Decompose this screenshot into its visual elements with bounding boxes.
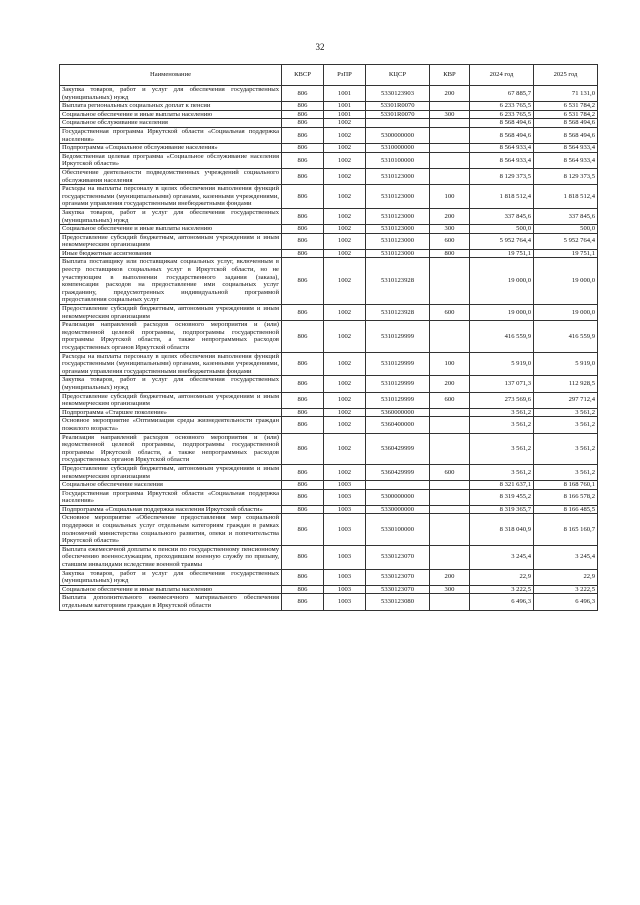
cell-kvsr: 806 bbox=[282, 585, 324, 594]
cell-name: Выплата дополнительного ежемесячного материального обеспечения отдельным категориям граждан в Иркутской области bbox=[60, 594, 282, 610]
table-row bbox=[60, 392, 598, 408]
cell-kcsr: 5330123080 bbox=[366, 594, 430, 610]
cell-rzpr: 1002 bbox=[324, 392, 366, 408]
cell-kvsr: 806 bbox=[282, 249, 324, 258]
cell-kvr: 600 bbox=[430, 464, 470, 480]
cell-2025: 5 919,0 bbox=[534, 352, 598, 376]
cell-kvsr: 806 bbox=[282, 110, 324, 119]
cell-kvsr: 806 bbox=[282, 258, 324, 305]
cell-2024: 8 564 933,4 bbox=[470, 152, 534, 168]
cell-2025: 3 561,2 bbox=[534, 433, 598, 464]
cell-kcsr: 5360000000 bbox=[366, 408, 430, 417]
cell-2025: 5 952 764,4 bbox=[534, 233, 598, 249]
cell-kvsr: 806 bbox=[282, 168, 324, 184]
cell-2025: 3 561,2 bbox=[534, 408, 598, 417]
cell-name: Подпрограмма «Старшее поколение» bbox=[60, 408, 282, 417]
cell-2025: 8 564 933,4 bbox=[534, 144, 598, 153]
cell-rzpr: 1002 bbox=[324, 376, 366, 392]
cell-rzpr: 1003 bbox=[324, 545, 366, 569]
cell-kcsr: 5310129999 bbox=[366, 321, 430, 352]
table-row bbox=[60, 505, 598, 514]
cell-kvr bbox=[430, 481, 470, 490]
cell-2025: 1 818 512,4 bbox=[534, 185, 598, 209]
cell-kvsr: 806 bbox=[282, 127, 324, 143]
cell-kvsr: 806 bbox=[282, 144, 324, 153]
cell-name: Закупка товаров, работ и услуг для обеспечения государственных (муниципальных) нужд bbox=[60, 86, 282, 102]
cell-kvr bbox=[430, 417, 470, 433]
cell-2025: 6 531 784,2 bbox=[534, 102, 598, 111]
cell-name: Социальное обеспечение и иные выплаты населению bbox=[60, 225, 282, 234]
cell-rzpr: 1003 bbox=[324, 514, 366, 545]
cell-2025: 8 564 933,4 bbox=[534, 152, 598, 168]
cell-rzpr: 1002 bbox=[324, 408, 366, 417]
cell-rzpr: 1002 bbox=[324, 233, 366, 249]
cell-kvsr: 806 bbox=[282, 417, 324, 433]
cell-rzpr: 1002 bbox=[324, 305, 366, 321]
cell-kvr bbox=[430, 321, 470, 352]
table-row bbox=[60, 152, 598, 168]
cell-rzpr: 1002 bbox=[324, 127, 366, 143]
cell-name: Закупка товаров, работ и услуг для обеспечения государственных (муниципальных) нужд bbox=[60, 208, 282, 224]
cell-2025: 8 129 373,5 bbox=[534, 168, 598, 184]
cell-name: Подпрограмма «Социальное обслуживание населения» bbox=[60, 144, 282, 153]
cell-kvr: 200 bbox=[430, 86, 470, 102]
cell-kvsr: 806 bbox=[282, 102, 324, 111]
cell-2024: 3 561,2 bbox=[470, 464, 534, 480]
cell-2025: 8 166 485,5 bbox=[534, 505, 598, 514]
cell-kcsr: 5330123070 bbox=[366, 569, 430, 585]
cell-kvr bbox=[430, 168, 470, 184]
cell-kcsr bbox=[366, 119, 430, 128]
table-row bbox=[60, 321, 598, 352]
cell-name: Расходы на выплаты персоналу в целях обеспечения выполнения функций государственными (муниципальными) органами, казенными учреждениями, органами управления государственными внебюджетными фондами bbox=[60, 185, 282, 209]
cell-2024: 5 952 764,4 bbox=[470, 233, 534, 249]
cell-rzpr: 1002 bbox=[324, 225, 366, 234]
cell-2024: 8 319 455,2 bbox=[470, 489, 534, 505]
cell-kvsr: 806 bbox=[282, 514, 324, 545]
cell-2024: 6 496,3 bbox=[470, 594, 534, 610]
table-row bbox=[60, 433, 598, 464]
cell-kcsr bbox=[366, 481, 430, 490]
table-row bbox=[60, 417, 598, 433]
cell-kvr: 100 bbox=[430, 352, 470, 376]
cell-2024: 19 000,0 bbox=[470, 305, 534, 321]
table-row bbox=[60, 119, 598, 128]
cell-kvr: 600 bbox=[430, 305, 470, 321]
cell-name: Предоставление субсидий бюджетным, автономным учреждениям и иным некоммерческим организациям bbox=[60, 464, 282, 480]
cell-name: Предоставление субсидий бюджетным, автономным учреждениям и иным некоммерческим организациям bbox=[60, 305, 282, 321]
cell-2024: 8 568 494,6 bbox=[470, 119, 534, 128]
cell-name: Закупка товаров, работ и услуг для обеспечения государственных (муниципальных) нужд bbox=[60, 569, 282, 585]
cell-name: Государственная программа Иркутской области «Социальная поддержка населения» bbox=[60, 489, 282, 505]
cell-rzpr: 1002 bbox=[324, 258, 366, 305]
cell-kcsr: 5310129999 bbox=[366, 376, 430, 392]
cell-kvr bbox=[430, 489, 470, 505]
cell-2024: 8 564 933,4 bbox=[470, 144, 534, 153]
cell-kvsr: 806 bbox=[282, 433, 324, 464]
table-row bbox=[60, 514, 598, 545]
cell-kvr: 200 bbox=[430, 208, 470, 224]
cell-kvr: 600 bbox=[430, 233, 470, 249]
cell-kcsr: 53301R0070 bbox=[366, 102, 430, 111]
table-row bbox=[60, 408, 598, 417]
cell-2025: 8 165 160,7 bbox=[534, 514, 598, 545]
cell-kvr bbox=[430, 258, 470, 305]
table-row bbox=[60, 168, 598, 184]
cell-kvsr: 806 bbox=[282, 392, 324, 408]
cell-2024: 3 222,5 bbox=[470, 585, 534, 594]
cell-kcsr: 5330000000 bbox=[366, 505, 430, 514]
cell-kvr bbox=[430, 514, 470, 545]
cell-name: Основное мероприятие «Обеспечение предоставления мер социальной поддержки и социальных услуг отдельным категориям граждан в рамках полномочий министерства социального развития, опеки и попечительства Иркутской области» bbox=[60, 514, 282, 545]
cell-2024: 19 000,0 bbox=[470, 258, 534, 305]
table-row bbox=[60, 258, 598, 305]
table-row bbox=[60, 225, 598, 234]
cell-2024: 8 321 637,1 bbox=[470, 481, 534, 490]
cell-kvsr: 806 bbox=[282, 233, 324, 249]
cell-2025: 19 000,0 bbox=[534, 305, 598, 321]
cell-2024: 67 885,7 bbox=[470, 86, 534, 102]
cell-rzpr: 1003 bbox=[324, 569, 366, 585]
header-kvr: КВР bbox=[430, 65, 470, 86]
cell-2025: 6 531 784,2 bbox=[534, 110, 598, 119]
cell-2024: 3 245,4 bbox=[470, 545, 534, 569]
header-2025: 2025 год bbox=[534, 65, 598, 86]
cell-kvsr: 806 bbox=[282, 505, 324, 514]
table-row bbox=[60, 594, 598, 610]
cell-kvsr: 806 bbox=[282, 185, 324, 209]
cell-2025: 6 496,3 bbox=[534, 594, 598, 610]
budget-table bbox=[59, 64, 598, 611]
cell-2025: 19 000,0 bbox=[534, 258, 598, 305]
cell-name: Реализация направлений расходов основного мероприятия и (или) ведомственной целевой программы, подпрограммы государственной программы Иркутской области, а также непрограммных расходов государственных органов Иркутской области bbox=[60, 433, 282, 464]
cell-2025: 500,0 bbox=[534, 225, 598, 234]
cell-name: Реализация направлений расходов основного мероприятия и (или) ведомственной целевой программы, подпрограммы государственной программы Иркутской области, а также непрограммных расходов государственных органов Иркутской области bbox=[60, 321, 282, 352]
cell-name: Закупка товаров, работ и услуг для обеспечения государственных (муниципальных) нужд bbox=[60, 376, 282, 392]
cell-2024: 6 233 765,5 bbox=[470, 110, 534, 119]
cell-kcsr: 5330123070 bbox=[366, 585, 430, 594]
cell-2024: 3 561,2 bbox=[470, 408, 534, 417]
cell-kcsr: 5310123928 bbox=[366, 305, 430, 321]
cell-kvr bbox=[430, 152, 470, 168]
cell-rzpr: 1002 bbox=[324, 185, 366, 209]
cell-name: Расходы на выплаты персоналу в целях обеспечения выполнения функций государственными (муниципальными) органами, казенными учреждениями, органами управления государственными внебюджетными фондами bbox=[60, 352, 282, 376]
cell-kvsr: 806 bbox=[282, 569, 324, 585]
cell-2025: 112 928,5 bbox=[534, 376, 598, 392]
cell-kvr: 300 bbox=[430, 110, 470, 119]
cell-2024: 8 318 040,9 bbox=[470, 514, 534, 545]
cell-name: Иные бюджетные ассигнования bbox=[60, 249, 282, 258]
cell-kvr bbox=[430, 144, 470, 153]
cell-rzpr: 1002 bbox=[324, 208, 366, 224]
cell-2024: 6 233 765,5 bbox=[470, 102, 534, 111]
cell-kcsr: 5300000000 bbox=[366, 127, 430, 143]
cell-name: Предоставление субсидий бюджетным, автономным учреждениям и иным некоммерческим организациям bbox=[60, 392, 282, 408]
cell-kcsr: 53301R0070 bbox=[366, 110, 430, 119]
cell-kvsr: 806 bbox=[282, 305, 324, 321]
cell-rzpr: 1003 bbox=[324, 489, 366, 505]
cell-kcsr: 5310123928 bbox=[366, 258, 430, 305]
cell-kvr: 200 bbox=[430, 376, 470, 392]
cell-kcsr: 5310000000 bbox=[366, 144, 430, 153]
cell-name: Социальное обеспечение населения bbox=[60, 481, 282, 490]
cell-kvr: 800 bbox=[430, 249, 470, 258]
cell-2025: 416 559,9 bbox=[534, 321, 598, 352]
header-name: Наименование bbox=[60, 65, 282, 86]
cell-2025: 297 712,4 bbox=[534, 392, 598, 408]
page-number: 32 bbox=[315, 42, 325, 52]
cell-rzpr: 1001 bbox=[324, 110, 366, 119]
cell-rzpr: 1002 bbox=[324, 433, 366, 464]
cell-2025: 8 166 578,2 bbox=[534, 489, 598, 505]
cell-rzpr: 1001 bbox=[324, 86, 366, 102]
cell-2024: 3 561,2 bbox=[470, 417, 534, 433]
header-kvsr: КВСР bbox=[282, 65, 324, 86]
cell-2024: 3 561,2 bbox=[470, 433, 534, 464]
cell-kcsr: 5310123000 bbox=[366, 185, 430, 209]
cell-rzpr: 1002 bbox=[324, 119, 366, 128]
table-row bbox=[60, 127, 598, 143]
cell-kvr: 200 bbox=[430, 569, 470, 585]
table-row bbox=[60, 569, 598, 585]
cell-2025: 8 568 494,6 bbox=[534, 127, 598, 143]
table-row bbox=[60, 86, 598, 102]
cell-kvr bbox=[430, 102, 470, 111]
table-row bbox=[60, 305, 598, 321]
cell-kvsr: 806 bbox=[282, 352, 324, 376]
cell-2024: 8 568 494,6 bbox=[470, 127, 534, 143]
cell-name: Выплата поставщику или поставщикам социальных услуг, включенным в реестр поставщиков социальных услуг в Иркутской области, но не участвующим в выполнении государственного задания (заказа), компенсации расходов на предоставление ими социальных услуг гражданину, предусмотренных индивидуальной программой предоставления социальных услуг bbox=[60, 258, 282, 305]
cell-kcsr: 5310129999 bbox=[366, 352, 430, 376]
cell-2024: 416 559,9 bbox=[470, 321, 534, 352]
header-2024: 2024 год bbox=[470, 65, 534, 86]
cell-kvsr: 806 bbox=[282, 545, 324, 569]
cell-name: Выплата ежемесячной доплаты к пенсии по государственному пенсионному обеспечению военнослужащим, проходившим военную службу по призыву, ставшим инвалидами вследствие военной травмы bbox=[60, 545, 282, 569]
cell-kvsr: 806 bbox=[282, 594, 324, 610]
cell-name: Выплата региональных социальных доплат к пенсии bbox=[60, 102, 282, 111]
cell-2024: 22,9 bbox=[470, 569, 534, 585]
cell-rzpr: 1003 bbox=[324, 594, 366, 610]
table-row bbox=[60, 102, 598, 111]
cell-kcsr: 5310123000 bbox=[366, 249, 430, 258]
cell-name: Социальное обслуживание населения bbox=[60, 119, 282, 128]
table-header-row bbox=[60, 65, 598, 86]
cell-kvsr: 806 bbox=[282, 225, 324, 234]
cell-kvr bbox=[430, 594, 470, 610]
cell-kvr: 100 bbox=[430, 185, 470, 209]
cell-kcsr: 5330123070 bbox=[366, 545, 430, 569]
cell-kcsr: 5310129999 bbox=[366, 392, 430, 408]
cell-2025: 3 561,2 bbox=[534, 417, 598, 433]
cell-kcsr: 5310123000 bbox=[366, 225, 430, 234]
cell-2025: 19 751,1 bbox=[534, 249, 598, 258]
cell-kcsr: 5300000000 bbox=[366, 489, 430, 505]
cell-kvr: 600 bbox=[430, 392, 470, 408]
cell-name: Социальное обеспечение и иные выплаты населению bbox=[60, 110, 282, 119]
table-row bbox=[60, 233, 598, 249]
cell-rzpr: 1002 bbox=[324, 168, 366, 184]
cell-kvsr: 806 bbox=[282, 376, 324, 392]
cell-rzpr: 1002 bbox=[324, 144, 366, 153]
cell-rzpr: 1002 bbox=[324, 417, 366, 433]
table-row bbox=[60, 144, 598, 153]
cell-2024: 273 569,6 bbox=[470, 392, 534, 408]
cell-2025: 337 845,6 bbox=[534, 208, 598, 224]
cell-rzpr: 1003 bbox=[324, 505, 366, 514]
cell-name: Подпрограмма «Социальная поддержка населения Иркутской области» bbox=[60, 505, 282, 514]
cell-kvsr: 806 bbox=[282, 86, 324, 102]
cell-kvsr: 806 bbox=[282, 152, 324, 168]
table-row bbox=[60, 376, 598, 392]
cell-rzpr: 1002 bbox=[324, 249, 366, 258]
table-row bbox=[60, 185, 598, 209]
cell-kcsr: 5310123000 bbox=[366, 168, 430, 184]
table-row bbox=[60, 489, 598, 505]
cell-rzpr: 1003 bbox=[324, 481, 366, 490]
cell-kvr bbox=[430, 127, 470, 143]
cell-2025: 3 561,2 bbox=[534, 464, 598, 480]
cell-2024: 19 751,1 bbox=[470, 249, 534, 258]
header-rzpr: РзПР bbox=[324, 65, 366, 86]
table-row bbox=[60, 110, 598, 119]
cell-2024: 8 319 365,7 bbox=[470, 505, 534, 514]
table-row bbox=[60, 249, 598, 258]
table-row bbox=[60, 464, 598, 480]
cell-kcsr: 5330123903 bbox=[366, 86, 430, 102]
cell-kvsr: 806 bbox=[282, 321, 324, 352]
table-row bbox=[60, 352, 598, 376]
table-row bbox=[60, 208, 598, 224]
cell-2025: 8 168 760,1 bbox=[534, 481, 598, 490]
cell-kcsr: 5310123000 bbox=[366, 208, 430, 224]
cell-2024: 1 818 512,4 bbox=[470, 185, 534, 209]
cell-kvsr: 806 bbox=[282, 408, 324, 417]
header-kcsr: КЦСР bbox=[366, 65, 430, 86]
cell-2025: 8 568 494,6 bbox=[534, 119, 598, 128]
cell-kvr bbox=[430, 505, 470, 514]
table-row bbox=[60, 585, 598, 594]
cell-name: Основное мероприятие «Оптимизация среды жизнедеятельности граждан пожилого возраста» bbox=[60, 417, 282, 433]
cell-name: Социальное обеспечение и иные выплаты населению bbox=[60, 585, 282, 594]
cell-kvsr: 806 bbox=[282, 119, 324, 128]
cell-2024: 8 129 373,5 bbox=[470, 168, 534, 184]
cell-kvsr: 806 bbox=[282, 481, 324, 490]
cell-2025: 3 222,5 bbox=[534, 585, 598, 594]
table-row bbox=[60, 481, 598, 490]
cell-name: Предоставление субсидий бюджетным, автономным учреждениям и иным некоммерческим организациям bbox=[60, 233, 282, 249]
cell-kvr bbox=[430, 433, 470, 464]
cell-name: Ведомственная целевая программа «Социальное обслуживание населения Иркутской области» bbox=[60, 152, 282, 168]
cell-kcsr: 5310100000 bbox=[366, 152, 430, 168]
cell-kvr: 300 bbox=[430, 225, 470, 234]
cell-kcsr: 5360400000 bbox=[366, 417, 430, 433]
cell-2025: 22,9 bbox=[534, 569, 598, 585]
cell-rzpr: 1003 bbox=[324, 585, 366, 594]
cell-2024: 5 919,0 bbox=[470, 352, 534, 376]
cell-kcsr: 5360429999 bbox=[366, 464, 430, 480]
cell-2024: 137 071,3 bbox=[470, 376, 534, 392]
cell-rzpr: 1002 bbox=[324, 352, 366, 376]
cell-kvsr: 806 bbox=[282, 489, 324, 505]
cell-2024: 337 845,6 bbox=[470, 208, 534, 224]
cell-name: Обеспечение деятельности подведомственных учреждений социального обслуживания населения bbox=[60, 168, 282, 184]
cell-rzpr: 1001 bbox=[324, 102, 366, 111]
cell-kcsr: 5360429999 bbox=[366, 433, 430, 464]
cell-kvr bbox=[430, 408, 470, 417]
cell-2025: 3 245,4 bbox=[534, 545, 598, 569]
cell-rzpr: 1002 bbox=[324, 152, 366, 168]
cell-rzpr: 1002 bbox=[324, 464, 366, 480]
cell-kcsr: 5330100000 bbox=[366, 514, 430, 545]
cell-kvsr: 806 bbox=[282, 208, 324, 224]
cell-2025: 71 131,0 bbox=[534, 86, 598, 102]
cell-name: Государственная программа Иркутской области «Социальная поддержка населения» bbox=[60, 127, 282, 143]
table-row bbox=[60, 545, 598, 569]
cell-kcsr: 5310123000 bbox=[366, 233, 430, 249]
cell-2024: 500,0 bbox=[470, 225, 534, 234]
cell-kvr: 300 bbox=[430, 585, 470, 594]
cell-kvr bbox=[430, 119, 470, 128]
cell-rzpr: 1002 bbox=[324, 321, 366, 352]
cell-kvr bbox=[430, 545, 470, 569]
cell-kvsr: 806 bbox=[282, 464, 324, 480]
